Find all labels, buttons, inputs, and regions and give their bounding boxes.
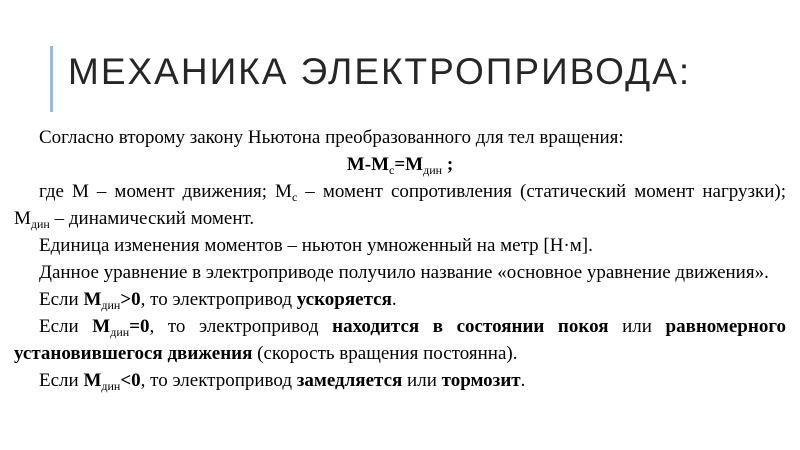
- newton-law-text: Согласно второму закону Ньютона преобразованного для тел вращения:: [39, 127, 624, 148]
- decelerates-bold-brakes: тормозит: [441, 370, 521, 391]
- decelerates-subscript-din: дин: [101, 379, 121, 393]
- definitions-subscript-c: с: [291, 190, 298, 204]
- decelerates-text-b: , то электропривод: [140, 370, 297, 391]
- decelerates-text-c: или: [402, 370, 442, 391]
- accelerates-subscript-din: дин: [101, 298, 121, 312]
- decelerates-condition: <0: [120, 370, 141, 391]
- decelerates-bold-slows: замедляется: [296, 370, 403, 391]
- formula-subscript-c: с: [389, 163, 395, 177]
- accelerates-condition: >0: [120, 289, 141, 310]
- steady-bold-rest: находится в состоянии покоя: [332, 316, 609, 337]
- definitions-text-a: где М – момент движения; М: [39, 181, 292, 202]
- equation-of-motion: [14, 151, 786, 178]
- steady-text-b: , то электропривод: [149, 316, 333, 337]
- paragraph-newton-law: [14, 124, 786, 151]
- definitions-text-b: – момент сопротивления (статический момент нагрузки); М: [14, 181, 786, 229]
- accelerates-text-b: , то электропривод: [140, 289, 297, 310]
- decelerates-text-a: Если: [39, 370, 84, 391]
- accelerates-end: .: [391, 289, 397, 310]
- paragraph-units: [14, 232, 786, 259]
- definitions-subscript-din: дин: [30, 217, 50, 231]
- equation-name-text: Данное уравнение в электроприводе получило название «основное уравнение движения».: [39, 262, 769, 283]
- formula-end: ;: [442, 154, 454, 175]
- paragraph-equation-name: [14, 259, 786, 286]
- formula-m-mc: М-М: [346, 154, 390, 175]
- paragraph-steady-state: [14, 313, 786, 367]
- decelerates-end: .: [520, 370, 526, 391]
- steady-condition: =0: [129, 316, 150, 337]
- decelerates-m: М: [83, 370, 102, 391]
- steady-text-d: (скорость вращения постоянна).: [252, 343, 518, 364]
- steady-m: М: [92, 316, 111, 337]
- slide-body: [14, 124, 786, 394]
- accelerates-m: М: [83, 289, 102, 310]
- paragraph-definitions: [14, 178, 786, 232]
- formula-subscript-din: дин: [423, 163, 443, 177]
- title-accent-bar: [50, 46, 53, 112]
- paragraph-decelerates: [14, 367, 786, 394]
- paragraph-accelerates: [14, 286, 786, 313]
- steady-subscript-din: дин: [110, 325, 130, 339]
- formula-eq-m: =М: [394, 154, 424, 175]
- accelerates-text-a: Если: [39, 289, 84, 310]
- units-text: Единица изменения моментов – ньютон умноженный на метр [Н·м].: [39, 235, 593, 256]
- steady-text-a: Если: [39, 316, 93, 337]
- accelerates-bold: ускоряется: [296, 289, 392, 310]
- steady-bold-uniform: равномерного установившегося движения: [14, 316, 786, 364]
- definitions-text-c: – динамический момент.: [49, 208, 255, 229]
- steady-text-c: или: [608, 316, 666, 337]
- slide-title: МЕХАНИКА ЭЛЕКТРОПРИВОДА:: [68, 51, 692, 92]
